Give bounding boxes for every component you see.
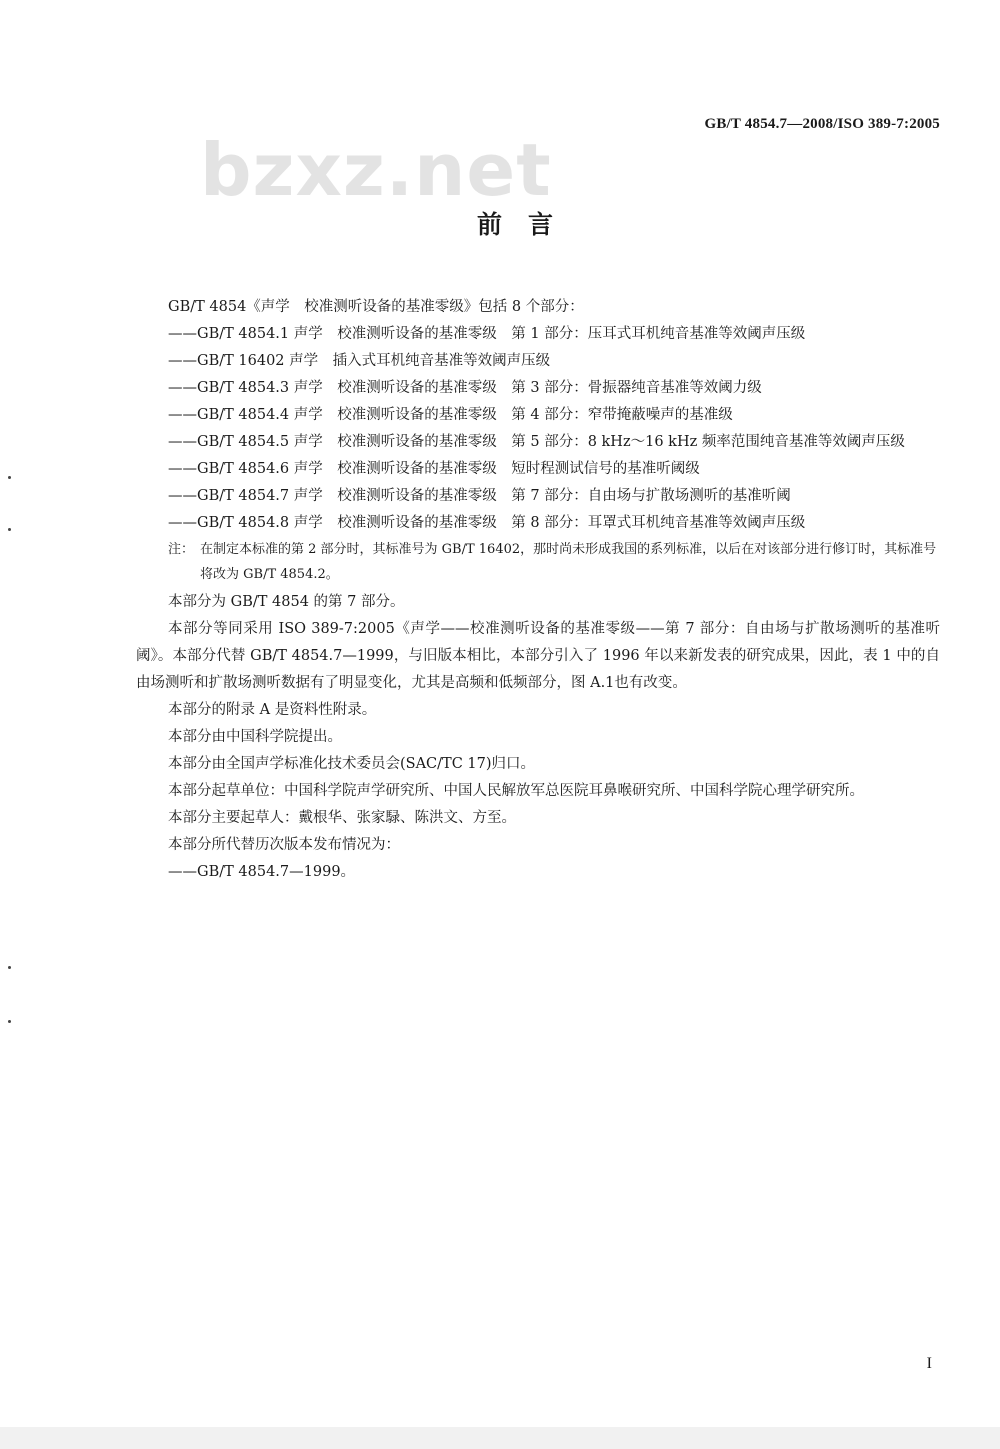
standard-number: GB/T 4854.7—2008/ISO 389-7:2005 [704, 116, 940, 132]
list-item-text: ——GB/T 4854.7 声学 校准测听设备的基准零级 第 7 部分：自由场与扩散场测听的基准听阈 [168, 488, 791, 504]
paragraph: 本部分为 GB/T 4854 的第 7 部分。 [168, 594, 405, 610]
list-item [136, 348, 940, 375]
note [136, 537, 940, 587]
watermark-logo: bzxz.net [200, 128, 552, 212]
document-body [136, 294, 940, 886]
scan-mark [8, 476, 11, 479]
paragraph: 本部分等同采用 ISO 389-7:2005《声学——校准测听设备的基准零级——第 7 部分：自由场与扩散场测听的基准听阈》。本部分代替 GB/T 4854.7—1999，与旧版本相比，本部分引入了 1996 年以来新发表的研究成果，因此，表 1 中的自由场测听和扩散场测听数据有了明显变化，尤其是高频和低频部分，图 A.1也有改变。 [136, 621, 940, 691]
intro-paragraph: GB/T 4854《声学 校准测听设备的基准零级》包括 8 个部分： [168, 299, 584, 315]
scan-mark [8, 966, 11, 969]
list-item-text: ——GB/T 4854.5 声学 校准测听设备的基准零级 第 5 部分：8 kHz～16 kHz 频率范围纯音基准等效阈声压级 [168, 434, 905, 450]
paragraph: 本部分所代替历次版本发布情况为： [168, 837, 400, 853]
list-item [136, 375, 940, 402]
note-label: 注： [168, 542, 195, 557]
list-item [136, 456, 940, 483]
list-item-text: ——GB/T 4854.4 声学 校准测听设备的基准零级 第 4 部分：窄带掩蔽噪声的基准级 [168, 407, 733, 423]
paragraph: 本部分起草单位：中国科学院声学研究所、中国人民解放军总医院耳鼻喉研究所、中国科学院心理学研究所。 [168, 783, 864, 799]
list-item [136, 483, 940, 510]
list-item [136, 510, 940, 537]
paragraph: 本部分的附录 A 是资料性附录。 [168, 702, 377, 718]
list-item [136, 402, 940, 429]
page-bottom-edge [0, 1427, 1000, 1449]
paragraph: 本部分由中国科学院提出。 [168, 729, 342, 745]
paragraph: 本部分由全国声学标准化技术委员会(SAC/TC 17)归口。 [168, 756, 536, 772]
list-item-text: ——GB/T 4854.8 声学 校准测听设备的基准零级 第 8 部分：耳罩式耳机纯音基准等效阈声压级 [168, 515, 806, 531]
list-item-text: ——GB/T 4854.3 声学 校准测听设备的基准零级 第 3 部分：骨振器纯音基准等效阈力级 [168, 380, 762, 396]
list-item-text: ——GB/T 4854.1 声学 校准测听设备的基准零级 第 1 部分：压耳式耳机纯音基准等效阈声压级 [168, 326, 806, 342]
history-item: ——GB/T 4854.7—1999。 [168, 864, 356, 880]
scan-mark [8, 528, 11, 531]
page-number: I [926, 1355, 932, 1372]
scan-mark [8, 1020, 11, 1023]
paragraph: 本部分主要起草人：戴根华、张家騄、陈洪文、方至。 [168, 810, 516, 826]
list-item [136, 321, 940, 348]
note-text: 在制定本标准的第 2 部分时，其标准号为 GB/T 16402，那时尚未形成我国的系列标准，以后在对该部分进行修订时，其标准号将改为 GB/T 4854.2。 [200, 542, 937, 582]
list-item-text: ——GB/T 16402 声学 插入式耳机纯音基准等效阈声压级 [168, 353, 551, 369]
list-item-text: ——GB/T 4854.6 声学 校准测听设备的基准零级 短时程测试信号的基准听阈级 [168, 461, 700, 477]
list-item [136, 429, 940, 456]
page-title: 前言 [476, 210, 579, 239]
